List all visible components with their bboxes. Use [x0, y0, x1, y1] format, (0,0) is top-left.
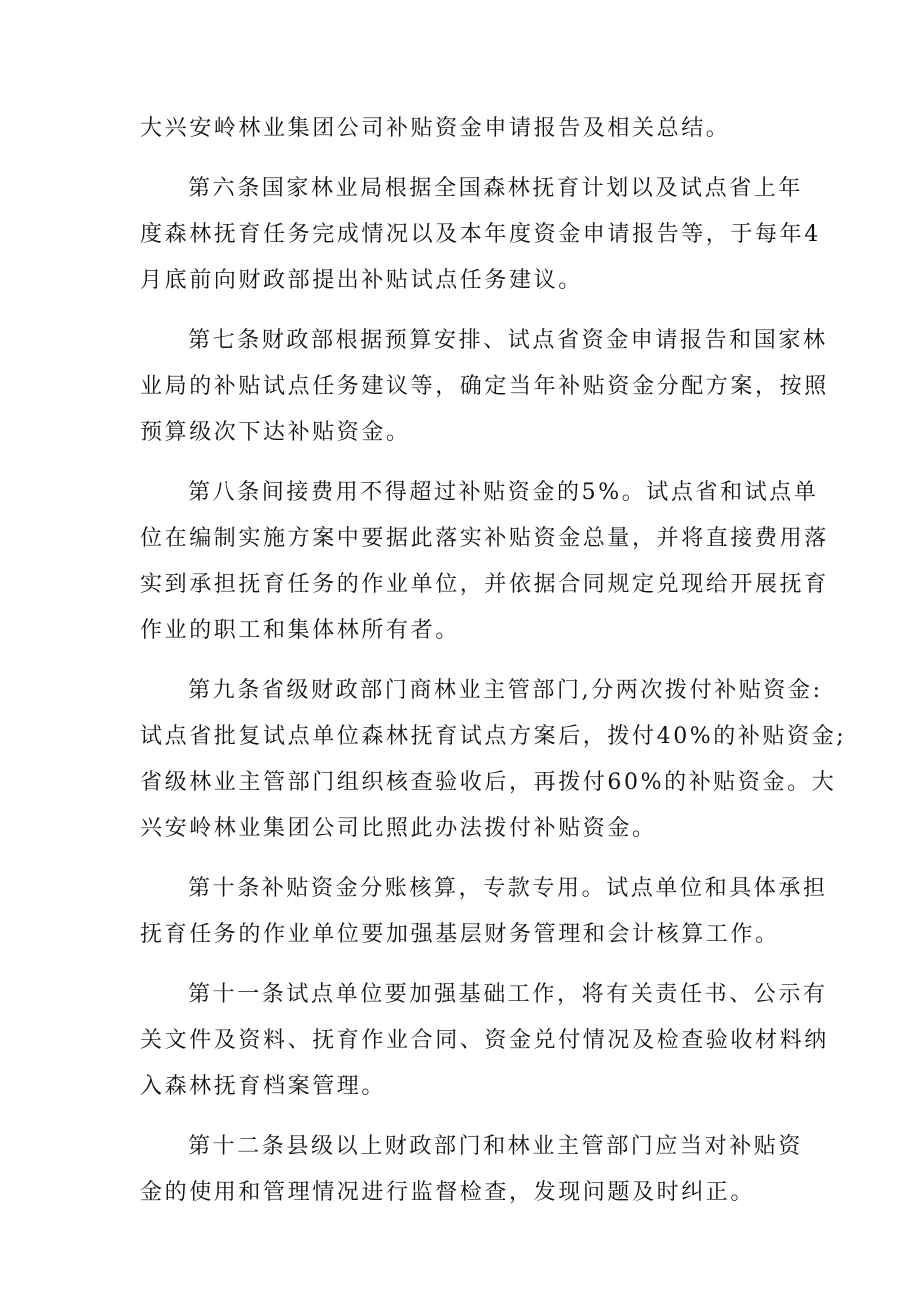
article-7 — [140, 318, 829, 456]
text-line: 业局的补贴试点任务建议等，确定当年补贴资金分配方案，按照 — [140, 374, 829, 399]
article-11 — [140, 972, 829, 1110]
text-line: 第六条国家林业局根据全国森林抚育计划以及试点省上年 — [188, 176, 804, 201]
text-line: 第十一条试点单位要加强基础工作，将有关责任书、公示有 — [188, 982, 828, 1007]
text-line: 第九条省级财政部门商林业主管部门,分两次拨付补贴资金: — [188, 678, 823, 703]
article-12 — [140, 1124, 804, 1216]
text-line: 入森林抚育档案管理。 — [140, 1074, 387, 1099]
text-line: 第八条间接费用不得超过补贴资金的5%。试点省和试点单 — [188, 480, 819, 505]
text-line: 第十二条县级以上财政部门和林业主管部门应当对补贴资 — [188, 1134, 804, 1159]
text-line: 作业的职工和集体林所有者。 — [140, 618, 460, 643]
text-line: 抚育任务的作业单位要加强基层财务管理和会计核算工作。 — [140, 922, 780, 947]
text-line: 月底前向财政部提出补贴试点任务建议。 — [140, 268, 583, 293]
document-body — [140, 106, 847, 1230]
text-line: 预算级次下达补贴资金。 — [140, 420, 411, 445]
paragraph-continuation — [140, 106, 800, 152]
text-line: 位在编制实施方案中要据此落实补贴资金总量，并将直接费用落 — [140, 526, 829, 551]
article-8 — [140, 470, 829, 654]
text-line: 关文件及资料、抚育作业合同、资金兑付情况及检查验收材料纳 — [140, 1028, 829, 1053]
text-line: 金的使用和管理情况进行监督检查，发现问题及时纠正。 — [140, 1180, 756, 1205]
article-9 — [140, 668, 847, 852]
text-line: 第十条补贴资金分账核算，专款专用。试点单位和具体承担 — [188, 876, 828, 901]
article-6 — [140, 166, 821, 304]
text-line: 实到承担抚育任务的作业单位，并依据合同规定兑现给开展抚育 — [140, 572, 829, 597]
text-line: 省级林业主管部门组织核查验收后，再拨付60%的补贴资金。大 — [140, 770, 837, 795]
article-10 — [140, 866, 828, 958]
text-line: 兴安岭林业集团公司比照此办法拨付补贴资金。 — [140, 816, 657, 841]
text-line: 试点省批复试点单位森林抚育试点方案后，拨付40%的补贴资金; — [140, 724, 847, 749]
text-line: 度森林抚育任务完成情况以及本年度资金申请报告等，于每年4 — [140, 222, 821, 247]
text-line: 大兴安岭林业集团公司补贴资金申请报告及相关总结。 — [140, 116, 731, 141]
text-line: 第七条财政部根据预算安排、试点省资金申请报告和国家林 — [188, 328, 828, 353]
